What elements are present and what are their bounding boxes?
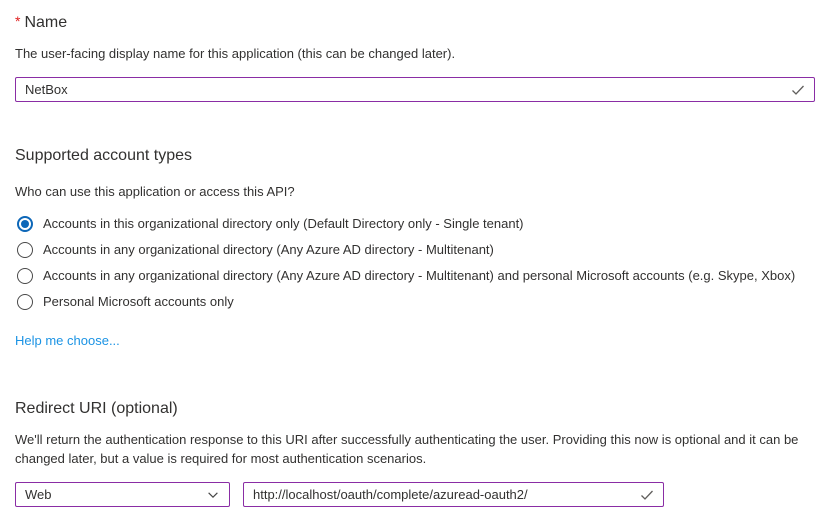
account-types-radio-group [15, 211, 815, 315]
radio-circle[interactable] [17, 242, 33, 258]
redirect-uri-title: Redirect URI (optional) [15, 400, 178, 417]
redirect-uri-input[interactable] [243, 482, 664, 507]
required-asterisk: * [15, 13, 21, 29]
radio-label: Accounts in any organizational directory (Any Azure AD directory - Multitenant) and personal Microsoft accounts (e.g. Skype, Xbox) [43, 268, 796, 283]
name-description: The user-facing display name for this application (this can be changed later). [15, 46, 456, 61]
radio-label: Personal Microsoft accounts only [43, 294, 234, 309]
radio-circle[interactable] [17, 294, 33, 310]
radio-option-single-tenant[interactable] [15, 211, 815, 237]
radio-label: Accounts in any organizational directory (Any Azure AD directory - Multitenant) [43, 242, 494, 257]
help-me-choose-link[interactable]: Help me choose... [15, 333, 120, 348]
redirect-uri-input-wrap [243, 482, 664, 507]
account-types-title: Supported account types [15, 147, 193, 164]
radio-circle[interactable] [17, 268, 33, 284]
name-title-text: Name [24, 14, 68, 31]
radio-label: Accounts in this organizational directory only (Default Directory only - Single tenant) [43, 216, 524, 231]
name-input[interactable] [15, 77, 815, 102]
platform-select-dropdown[interactable] [15, 482, 230, 507]
name-section-title [15, 10, 815, 34]
redirect-uri-row [15, 482, 815, 507]
radio-option-multitenant-personal[interactable] [15, 263, 815, 289]
platform-selected-value: Web [25, 487, 52, 502]
redirect-uri-description: We'll return the authentication response to this URI after successfully authenticating the user. Providing this now is optional and it can be changed later, but a value is required for most authentication scenarios. [15, 432, 799, 466]
radio-circle[interactable] [17, 216, 33, 232]
name-input-wrap [15, 77, 815, 102]
chevron-down-icon [206, 488, 220, 502]
account-types-question: Who can use this application or access this API? [15, 184, 295, 199]
radio-option-multitenant[interactable] [15, 237, 815, 263]
radio-option-personal-only[interactable] [15, 289, 815, 315]
